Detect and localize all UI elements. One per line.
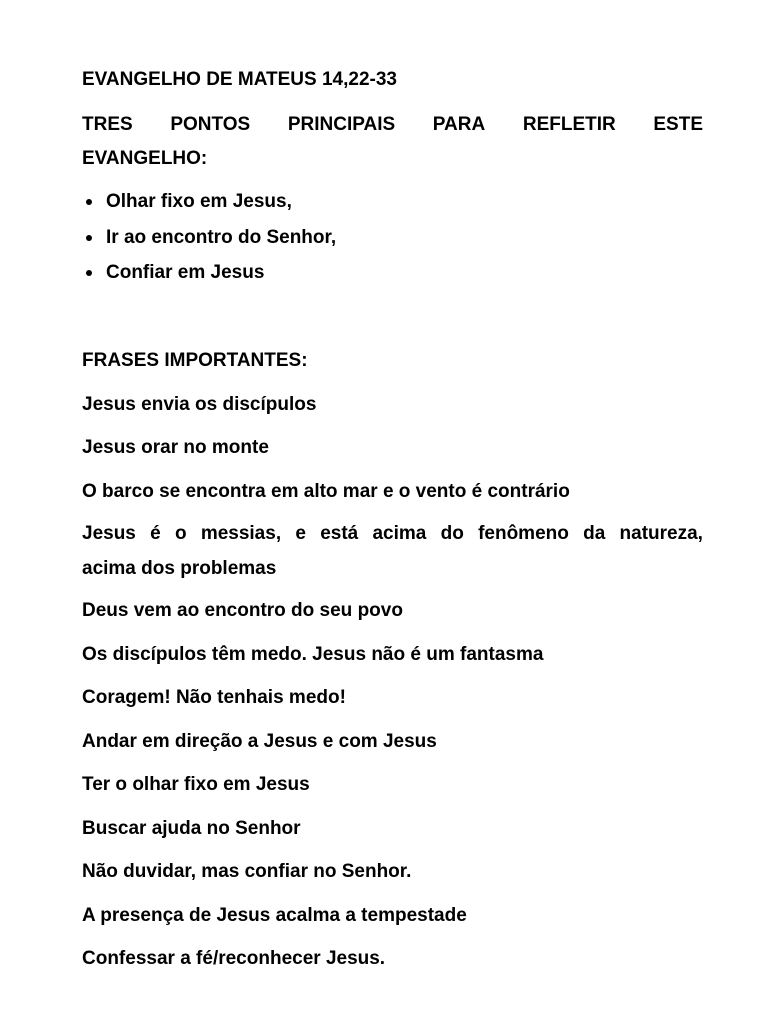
document-title: EVANGELHO DE MATEUS 14,22-33 [82, 69, 397, 90]
intro-word: PARA [432, 114, 486, 135]
phrase: Buscar ajuda no Senhor [82, 818, 301, 839]
phrase: Confessar a fé/reconhecer Jesus. [82, 948, 386, 969]
phrase-word: é [150, 523, 161, 544]
phrase-word: natureza, [619, 523, 703, 544]
intro-word: PONTOS [170, 114, 251, 135]
phrase-word: da [583, 523, 606, 544]
bullet-icon [86, 235, 92, 241]
phrase-word: acima [372, 523, 427, 544]
phrase-word: fenômeno [478, 523, 569, 544]
list-item-text: Ir ao encontro do Senhor, [106, 227, 337, 248]
list-item [106, 191, 292, 213]
phrase-justified-line [82, 523, 703, 545]
phrase: Jesus orar no monte [82, 437, 269, 458]
list-item [106, 227, 336, 249]
phrase: Jesus envia os discípulos [82, 394, 317, 415]
phrase-word: está [320, 523, 359, 544]
intro-word: ESTE [653, 114, 703, 135]
bullet-icon [86, 199, 92, 205]
phrase-word: o [174, 523, 187, 544]
section-heading: FRASES IMPORTANTES: [82, 350, 308, 371]
phrase: Não duvidar, mas confiar no Senhor. [82, 861, 412, 882]
phrase: Ter o olhar fixo em Jesus [82, 774, 310, 795]
intro-word: REFLETIR [522, 114, 616, 135]
phrase-word: Jesus [82, 523, 136, 544]
phrase-word: messias, [200, 523, 282, 544]
phrase: O barco se encontra em alto mar e o vento é contrário [82, 481, 570, 502]
phrase-word: e [295, 523, 306, 544]
list-item-text: Olhar fixo em Jesus, [106, 191, 292, 212]
phrase: Os discípulos têm medo. Jesus não é um fantasma [82, 644, 544, 665]
phrase: Coragem! Não tenhais medo! [82, 687, 346, 708]
bullet-icon [86, 270, 92, 276]
phrase-word: do [440, 523, 464, 544]
intro-tail: EVANGELHO: [82, 148, 208, 169]
phrase: Andar em direção a Jesus e com Jesus [82, 731, 437, 752]
intro-word: PRINCIPAIS [287, 114, 396, 135]
phrase: A presença de Jesus acalma a tempestade [82, 905, 467, 926]
phrase-tail: acima dos problemas [82, 558, 277, 579]
intro-line [82, 114, 703, 136]
intro-word: TRES [82, 114, 133, 135]
list-item [106, 262, 264, 284]
list-item-text: Confiar em Jesus [106, 262, 265, 283]
phrase: Deus vem ao encontro do seu povo [82, 600, 403, 621]
